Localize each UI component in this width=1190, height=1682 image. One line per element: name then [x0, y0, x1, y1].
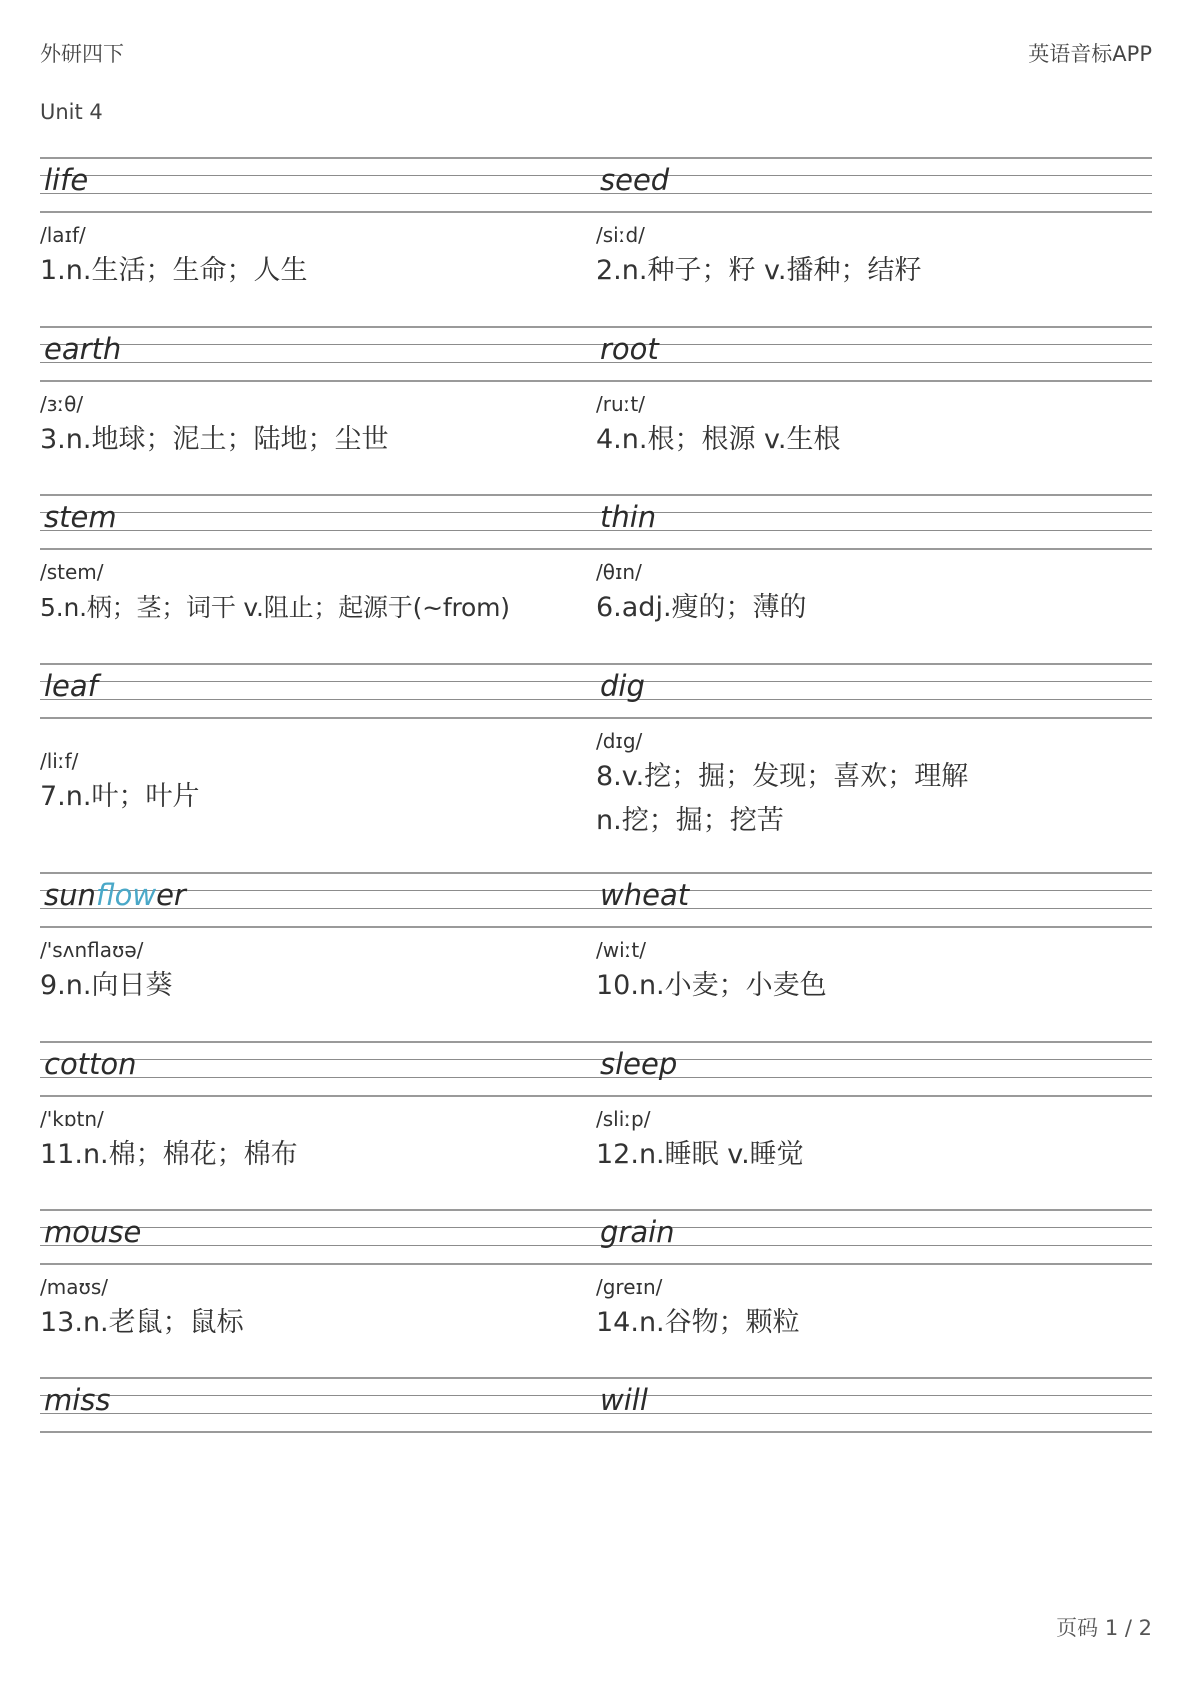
header-app-name: 英语音标APP — [1028, 42, 1152, 66]
vocab-word: thin — [600, 500, 657, 534]
unit-title: Unit 4 — [40, 100, 103, 124]
meaning-line-2: n.挖；掘；挖苦 — [596, 805, 784, 836]
vocab-word: earth — [44, 332, 122, 366]
writing-lines — [40, 1377, 1152, 1433]
vocab-entry-right — [596, 390, 1148, 462]
phonetic: /maʊs/ — [40, 1275, 108, 1299]
phonetic: /laɪf/ — [40, 223, 86, 247]
vocab-entry-left — [40, 221, 592, 293]
meaning: 10.n.小麦；小麦色 — [596, 970, 827, 1001]
meaning: 13.n.老鼠；鼠标 — [40, 1307, 244, 1338]
writing-lines — [40, 494, 1152, 550]
vocab-entry-right — [596, 936, 1148, 1008]
vocab-word-sunflower — [44, 875, 186, 915]
meaning: 1.n.生活；生命；人生 — [40, 255, 308, 286]
phonetic: /dɪg/ — [596, 729, 643, 753]
phonetic: /ruːt/ — [596, 392, 645, 416]
phonetic: /stem/ — [40, 560, 104, 584]
page-number: 页码 1 / 2 — [1056, 1616, 1152, 1640]
writing-lines — [40, 663, 1152, 719]
vocab-word: seed — [600, 163, 670, 197]
vocab-word: mouse — [44, 1215, 142, 1249]
vocab-word: cotton — [44, 1047, 137, 1081]
vocab-entry-right — [596, 1105, 1148, 1177]
vocab-word: dig — [600, 669, 645, 703]
vocab-entry-left — [40, 390, 592, 462]
phonetic: /'kɒtn/ — [40, 1107, 104, 1131]
meaning: 5.n.柄；茎；词干 v.阻止；起源于(~from) — [40, 593, 510, 622]
vocab-entry-left — [40, 747, 592, 819]
meaning: 4.n.根；根源 v.生根 — [596, 424, 841, 455]
writing-lines — [40, 872, 1152, 928]
meaning: 2.n.种子；籽 v.播种；结籽 — [596, 255, 922, 286]
vocab-entry-left — [40, 1105, 592, 1177]
vocab-word: sleep — [600, 1047, 678, 1081]
meaning: 9.n.向日葵 — [40, 970, 173, 1001]
phonetic: /sliːp/ — [596, 1107, 651, 1131]
phonetic: /liːf/ — [40, 749, 79, 773]
meaning: 7.n.叶；叶片 — [40, 781, 200, 812]
vocab-entry-left — [40, 558, 592, 630]
vocab-entry-right — [596, 1273, 1148, 1345]
meaning: 11.n.棉；棉花；棉布 — [40, 1139, 298, 1170]
writing-lines — [40, 157, 1152, 213]
phonetic: /siːd/ — [596, 223, 645, 247]
writing-lines — [40, 1209, 1152, 1265]
vocab-word: stem — [44, 500, 117, 534]
word-part: er — [156, 878, 186, 912]
word-part-highlight: flow — [95, 878, 157, 912]
meaning: 3.n.地球；泥土；陆地；尘世 — [40, 424, 389, 455]
vocab-word: root — [600, 332, 659, 366]
vocab-word: leaf — [44, 669, 98, 703]
phonetic: /'sʌnflaʊə/ — [40, 938, 144, 962]
writing-lines — [40, 1041, 1152, 1097]
vocab-word: wheat — [600, 878, 690, 912]
vocab-entry-left — [40, 1273, 592, 1345]
word-part: sun — [44, 878, 96, 912]
vocab-entry-right — [596, 727, 1148, 843]
header-book-title: 外研四下 — [40, 42, 124, 66]
writing-lines — [40, 326, 1152, 382]
vocab-entry-right — [596, 221, 1148, 293]
phonetic: /greɪn/ — [596, 1275, 663, 1299]
vocab-word: grain — [600, 1215, 675, 1249]
phonetic: /ɜːθ/ — [40, 392, 84, 416]
meaning: 8.v.挖；掘；发现；喜欢；理解 — [596, 761, 969, 792]
phonetic: /wiːt/ — [596, 938, 646, 962]
meaning: 12.n.睡眠 v.睡觉 — [596, 1139, 804, 1170]
vocab-entry-left — [40, 936, 592, 1008]
vocab-word: miss — [44, 1383, 111, 1417]
vocab-entry-right — [596, 558, 1148, 630]
vocab-word: will — [600, 1383, 648, 1417]
meaning: 6.adj.瘦的；薄的 — [596, 592, 807, 623]
phonetic: /θɪn/ — [596, 560, 642, 584]
vocab-word: life — [44, 163, 89, 197]
meaning: 14.n.谷物；颗粒 — [596, 1307, 800, 1338]
